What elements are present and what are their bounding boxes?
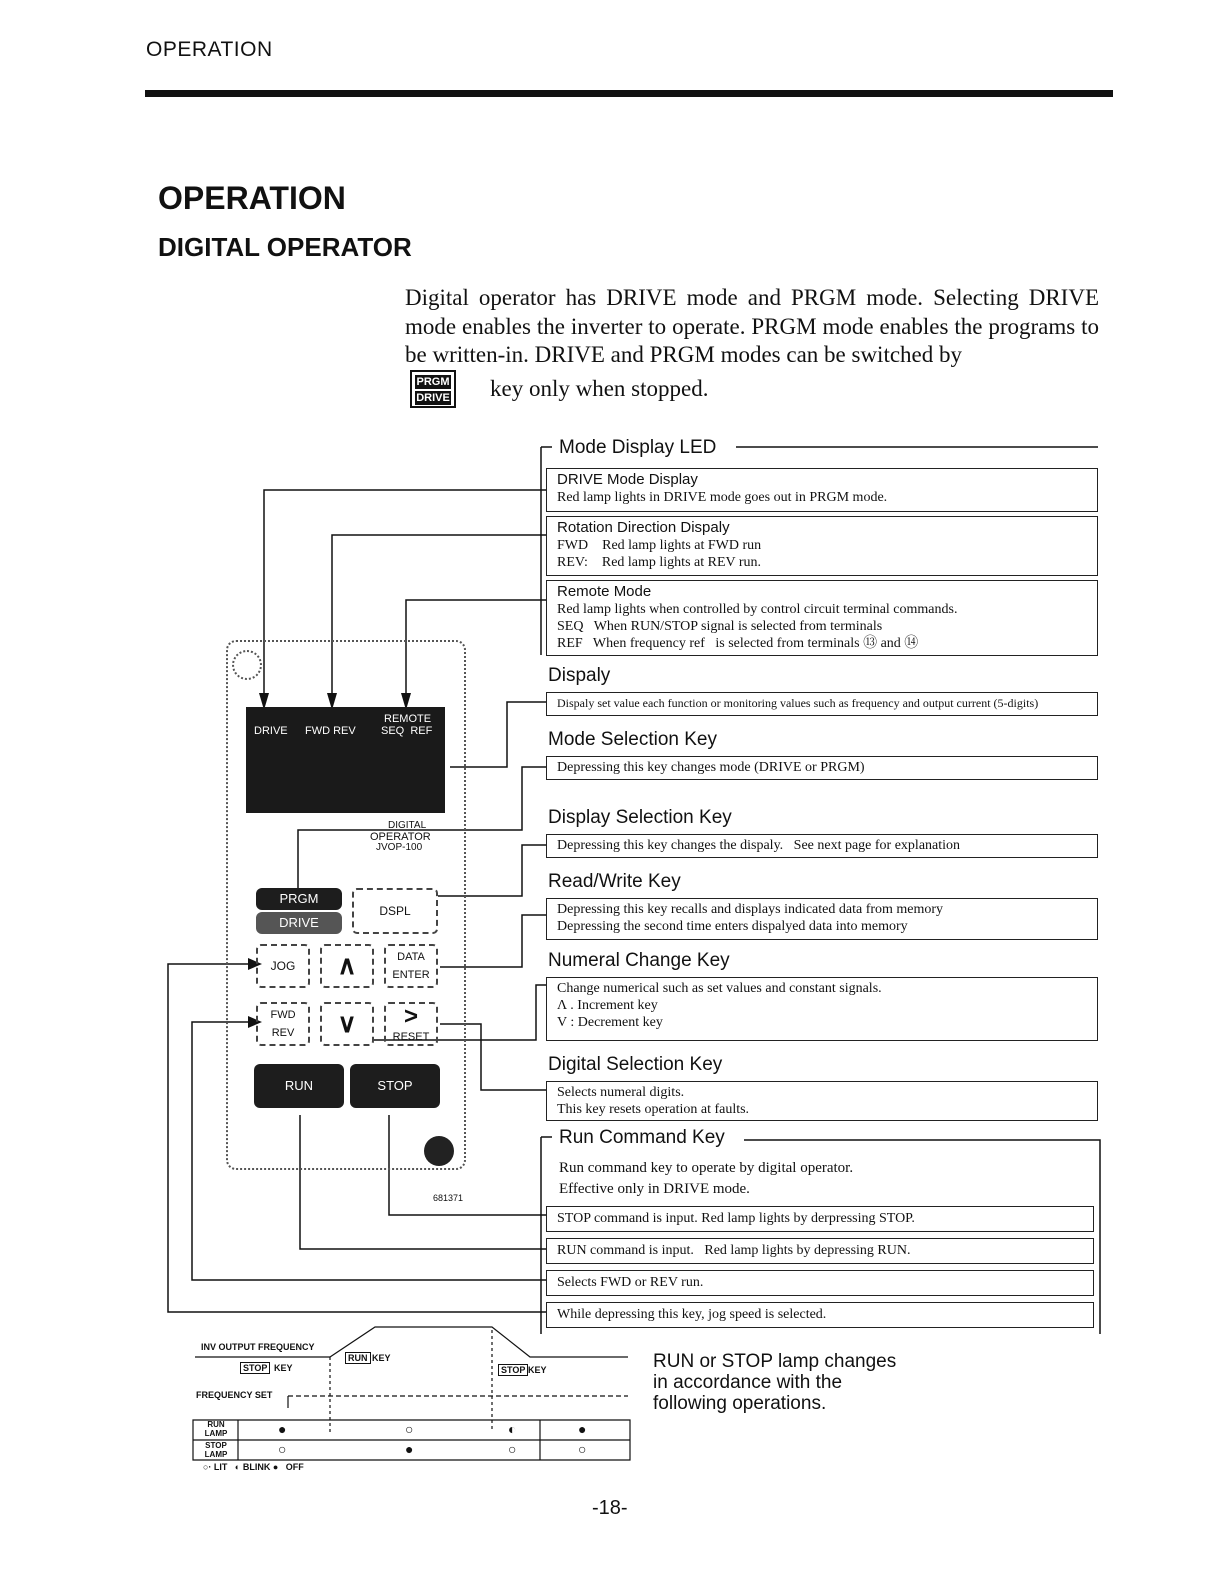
drive-mode-display-box: [546, 468, 1098, 512]
stop-lamp-state-1: ○: [278, 1441, 287, 1457]
data-key-label: DATA: [397, 951, 425, 963]
stop-command-box: [546, 1206, 1094, 1232]
display-text: Dispaly set value each function or monitoring values such as frequency and output current (5-digits): [557, 696, 1039, 710]
stop-key-label-1: STOP: [240, 1362, 270, 1374]
intro-paragraph: Digital operator has DRIVE mode and PRGM mode. Selecting DRIVE mode enables the inverter to operate. PRGM mode enables the programs to be written-in. DRIVE and PRGM modes can be switched by: [405, 285, 1099, 367]
stop-command-text: STOP command is input. Red lamp lights by derpressing STOP.: [557, 1211, 915, 1226]
drive-mode-display-text: Red lamp lights in DRIVE mode goes out in PRGM mode.: [557, 490, 888, 505]
key-icon-top: PRGM: [416, 376, 450, 388]
run-command-title: Run Command Key: [559, 1127, 725, 1148]
section-subtitle: DIGITAL OPERATOR: [158, 232, 412, 262]
figure-number: 681371: [433, 1193, 464, 1203]
display-selection-text: Depressing this key changes the dispaly. See next page for explanation: [557, 838, 961, 853]
remote-mode-text: Red lamp lights when controlled by control circuit terminal commands.: [557, 602, 958, 617]
dspl-key[interactable]: DSPL: [352, 888, 438, 934]
jog-text: While depressing this key, jog speed is selected.: [557, 1307, 827, 1322]
run-command-box: [546, 1238, 1094, 1264]
jog-key[interactable]: JOG: [256, 944, 310, 988]
panel-operator-label: OPERATOR: [370, 831, 431, 843]
decrement-key-text: V : Decrement key: [557, 1015, 663, 1030]
numeral-change-box: [546, 977, 1098, 1041]
reset-key[interactable]: [384, 1002, 438, 1046]
read-write-text-1: Depressing this key recalls and displays indicated data from memory: [557, 902, 944, 917]
key-word-label-3: KEY: [528, 1365, 547, 1375]
decrement-key[interactable]: ∨: [320, 1002, 374, 1046]
running-header: OPERATION: [146, 38, 273, 61]
run-key-label: RUN: [345, 1352, 371, 1364]
digital-selection-text-2: This key resets operation at faults.: [557, 1102, 750, 1117]
remote-ref-text: REF When frequency ref is selected from terminals ⑬ and ⑭: [557, 636, 919, 651]
mode-selection-title: Mode Selection Key: [548, 729, 717, 750]
timing-caption: RUN or STOP lamp changes in accordance with the following operations.: [653, 1351, 897, 1414]
fwd-rev-key[interactable]: [256, 1002, 310, 1046]
run-lamp-label: RUN LAMP: [204, 1420, 228, 1438]
page-number: -18-: [592, 1497, 628, 1519]
rotation-rev-text: REV: Red lamp lights at REV run.: [557, 555, 762, 570]
mode-display-led-title: Mode Display LED: [559, 437, 717, 458]
display-selection-box: [546, 834, 1098, 858]
drive-key[interactable]: DRIVE: [256, 912, 342, 934]
increment-key-text: Λ . Increment key: [557, 998, 658, 1013]
led-remote-label: REMOTE: [384, 713, 432, 725]
page-title: OPERATION: [158, 180, 346, 216]
display-box: [546, 692, 1098, 716]
panel-model-label: JVOP-100: [376, 842, 423, 853]
stop-lamp-state-4: ○: [578, 1441, 587, 1457]
led-seqref-label: SEQ REF: [381, 725, 433, 737]
display-title: Dispaly: [548, 665, 611, 686]
stop-lamp-state-3: ○: [508, 1441, 517, 1457]
enter-key-label: ENTER: [392, 969, 430, 981]
increment-key[interactable]: ∧: [320, 944, 374, 988]
jog-box: [546, 1302, 1094, 1328]
digital-selection-title: Digital Selection Key: [548, 1054, 723, 1075]
run-lamp-state-4: ●: [578, 1421, 587, 1437]
key-icon-bottom: DRIVE: [416, 392, 450, 404]
digital-selection-text-1: Selects numeral digits.: [557, 1085, 685, 1100]
read-write-title: Read/Write Key: [548, 871, 681, 892]
run-command-desc: [559, 1158, 853, 1200]
digital-selection-box: [546, 1081, 1098, 1121]
led-fwdrev-label: FWD REV: [305, 725, 356, 737]
stop-lamp-state-2: ●: [405, 1441, 414, 1457]
fwd-rev-text: Selects FWD or REV run.: [557, 1275, 704, 1290]
rotation-direction-box: [546, 516, 1098, 576]
fwd-key-label: FWD: [270, 1009, 296, 1021]
key-word-label-1: KEY: [274, 1363, 293, 1373]
frequency-set-label: FREQUENCY SET: [196, 1390, 273, 1400]
prgm-key[interactable]: PRGM: [256, 888, 342, 910]
run-command-text-1: Run command key to operate by digital operator.: [559, 1160, 854, 1176]
rotation-fwd-text: FWD Red lamp lights at FWD run: [557, 538, 762, 553]
read-write-box: [546, 898, 1098, 940]
remote-mode-box: [546, 580, 1098, 656]
run-command-input-text: RUN command is input. Red lamp lights by depressing RUN.: [557, 1243, 911, 1258]
fwd-rev-box: [546, 1270, 1094, 1296]
right-arrow-label: >: [403, 1003, 418, 1030]
key-word-label-2: KEY: [372, 1353, 391, 1363]
stop-key-label-2: STOP: [498, 1364, 528, 1376]
data-enter-key[interactable]: [384, 944, 438, 988]
numeral-change-title: Numeral Change Key: [548, 950, 730, 971]
stop-lamp-label: STOP LAMP: [204, 1441, 228, 1459]
mode-selection-text: Depressing this key changes mode (DRIVE or PRGM): [557, 760, 865, 775]
led-drive-label: DRIVE: [254, 725, 288, 737]
numeral-change-text: Change numerical such as set values and constant signals.: [557, 981, 882, 996]
run-lamp-state-2: ○: [405, 1421, 414, 1437]
run-key[interactable]: RUN: [254, 1064, 344, 1108]
rotation-direction-title: Rotation Direction Dispaly: [557, 519, 730, 536]
run-command-text-2: Effective only in DRIVE mode.: [559, 1181, 750, 1197]
display-selection-title: Display Selection Key: [548, 807, 732, 828]
panel-digital-label: DIGITAL: [388, 820, 427, 831]
panel-screw-top: [232, 650, 262, 680]
lamp-legend: ○· LIT ◐ BLINK ● OFF: [203, 1462, 304, 1472]
remote-seq-text: SEQ When RUN/STOP signal is selected from terminals: [557, 619, 883, 634]
intro-tail: key only when stopped.: [490, 376, 709, 401]
drive-mode-display-title: DRIVE Mode Display: [557, 471, 698, 488]
read-write-text-2: Depressing the second time enters dispalyed data into memory: [557, 919, 908, 934]
run-lamp-state-1: ●: [278, 1421, 287, 1437]
panel-screw-bottom: [424, 1136, 454, 1166]
inv-output-frequency-label: INV OUTPUT FREQUENCY: [201, 1342, 315, 1352]
reset-key-label: RESET: [392, 1031, 430, 1043]
stop-key[interactable]: STOP: [350, 1064, 440, 1108]
remote-mode-title: Remote Mode: [557, 583, 652, 600]
rev-key-label: REV: [271, 1027, 295, 1039]
run-lamp-state-3: ◐: [508, 1421, 517, 1437]
mode-selection-box: [546, 756, 1098, 780]
